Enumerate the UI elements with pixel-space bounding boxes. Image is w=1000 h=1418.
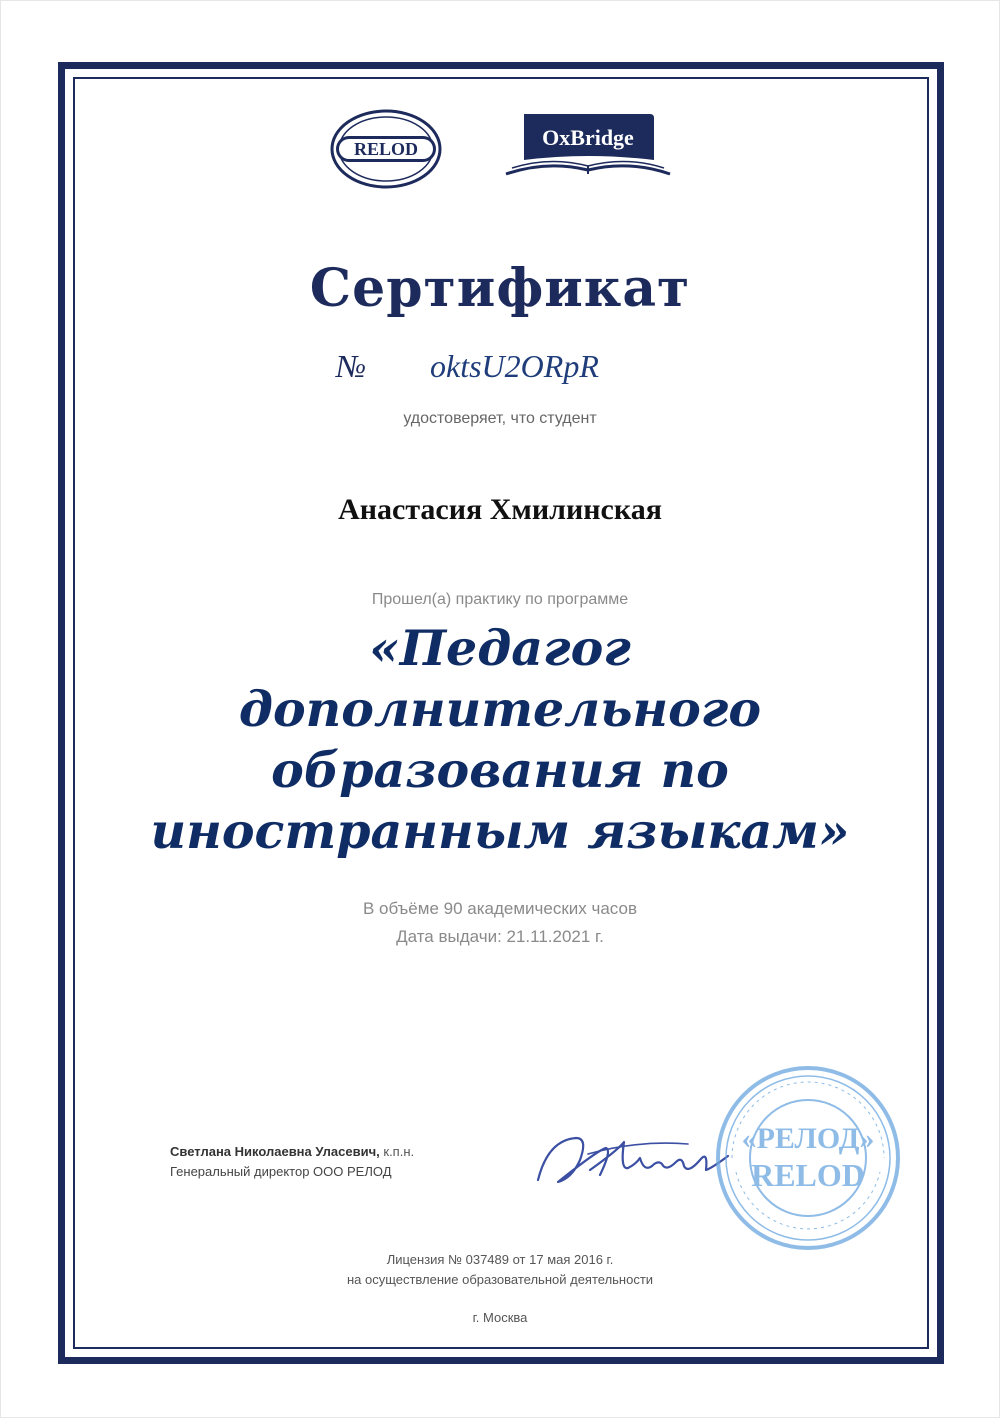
certificate-number-sign: № [336,348,367,384]
license-line-2: на осуществление образовательной деятельности [346,1272,654,1287]
program-title-line: дополнительного [238,680,762,738]
signer-name-line [170,1144,414,1159]
signer-title: Генеральный директор ООО РЕЛОД [170,1164,392,1179]
round-stamp [712,1062,904,1254]
student-name: Анастасия Хмилинская [338,493,662,526]
oxbridge-logo-text: OxBridge [542,125,634,150]
certifies-text: удостоверяет, что студент [403,410,597,427]
passed-program-text: Прошел(а) практику по программе [371,591,629,608]
course-hours: В объёме 90 академических часов [362,899,637,918]
handwritten-signature [528,1120,738,1200]
program-title-line: «Педагог [369,619,631,677]
program-title-line: образования по [271,741,729,799]
signer-degree: к.п.н. [383,1144,415,1159]
relod-logo-text: RELOD [353,139,419,159]
stamp-text-en: RELOD [751,1157,865,1193]
signer-name: Светлана Николаевна Уласевич, [170,1144,380,1159]
stamp-text-ru: «РЕЛОД» [741,1122,875,1155]
oxbridge-logo [502,112,674,184]
program-title [0,618,1000,862]
license-line-1: Лицензия № 037489 от 17 мая 2016 г. [386,1252,614,1267]
program-title-line: иностранным языкам» [150,802,850,860]
certificate-title: Сертификат [309,258,691,319]
certificate-number: oktsU2ORpR [430,348,599,384]
relod-logo [328,108,444,190]
issue-date: Дата выдачи: 21.11.2021 г. [396,927,604,946]
city: г. Москва [472,1310,528,1325]
